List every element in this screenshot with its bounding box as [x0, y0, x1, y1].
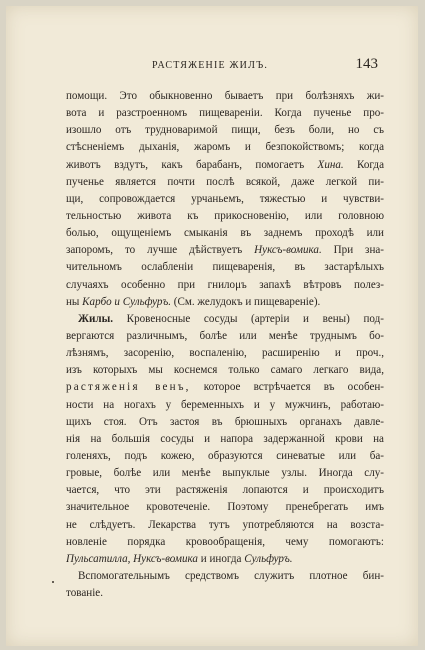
text-line — [66, 568, 384, 585]
text-line — [66, 157, 384, 174]
text-line — [66, 294, 384, 311]
text-line — [66, 191, 384, 208]
text-run: растяженія венъ, — [66, 381, 191, 394]
text-line — [66, 499, 384, 516]
text-run: помощи. Это обыкновенно бываетъ при болѣзняхъ жи- — [66, 90, 384, 102]
text-line — [66, 225, 384, 242]
remedy-name: Нуксъ-вомика. — [254, 244, 322, 257]
text-run: не слѣдуетъ. Лекарства тутъ употребляются на возста- — [66, 518, 384, 531]
text-run: стѣсненіемъ дыханія, жаромъ и безпокойствомъ; когда — [66, 141, 384, 154]
text-line — [66, 465, 384, 482]
text-run: гровые, болѣе или менѣе выпуклые узлы. Иногда слу- — [66, 467, 384, 480]
text-line — [66, 534, 384, 551]
section-headword: Жилы. — [78, 312, 114, 325]
text-line — [66, 379, 384, 396]
text-line — [66, 414, 384, 431]
text-run: новленіе порядка кровообращенія, чему помогаютъ: — [66, 535, 384, 548]
text-line — [66, 208, 384, 225]
text-line — [66, 482, 384, 499]
text-run: животъ вздутъ, какъ барабанъ, помогаетъ — [66, 158, 318, 171]
text-line — [66, 397, 384, 414]
text-run: тельностью живота къ прикосновенію, или головною — [66, 209, 384, 222]
text-line — [66, 122, 384, 139]
text-run: значительное кровотеченіе. Поэтому пренебрегать имъ — [66, 501, 384, 514]
text-run: запоромъ, то лучше дѣйствуетъ — [66, 244, 255, 257]
remedy-name: Пульсатилла, Нуксъ-вомика — [66, 552, 198, 565]
text-run: лѣзнямъ, засоренію, воспаленію, расширенію и проч., — [66, 347, 384, 360]
text-run: вергаются различнымъ, болѣе или менѣе труднымъ бо- — [66, 329, 384, 342]
text-run: вота и разстроенномъ пищевареніи. Когда пученье про- — [66, 107, 384, 120]
text-line — [66, 311, 384, 328]
text-line — [66, 585, 384, 602]
text-line — [66, 277, 384, 294]
body-text — [66, 88, 384, 602]
remedy-name: Хина. — [317, 158, 344, 171]
ink-speck — [52, 581, 54, 583]
remedy-name: Сульфуръ. — [244, 552, 293, 565]
text-line — [66, 174, 384, 191]
text-run: которое встрѣчается въ особен- — [190, 381, 384, 394]
text-run: пученье является почти послѣ всякой, даже легкой пи- — [66, 175, 384, 188]
text-run: При зна- — [321, 244, 384, 257]
text-run: щихъ стоя. Отъ застоя въ брюшныхъ органахъ давле- — [66, 415, 384, 428]
text-run: изъ которыхъ мы коснемся только самаго легкаго вида, — [66, 364, 384, 377]
text-run: щи, сопровождается урчаньемъ, тяжестью и чувстви- — [66, 192, 384, 205]
text-run: Кровеносные сосуды (артеріи и вены) под- — [113, 312, 384, 325]
text-run: ности на ногахъ у беременныхъ и у мужчинъ, работаю- — [66, 398, 384, 411]
text-run: (См. желудокъ и пищевареніе). — [170, 295, 321, 308]
text-line — [66, 551, 384, 568]
page-header — [66, 56, 386, 76]
text-run: голеняхъ, подъ кожею, образуются синеватые или ба- — [66, 449, 384, 462]
text-line — [66, 105, 384, 122]
text-run: тованіе. — [66, 587, 103, 600]
text-run: случаяхъ особенно при гнилομъ запахѣ вѣтровъ полез- — [66, 278, 384, 291]
text-line — [66, 259, 384, 276]
text-run: нія на большія сосуды и напора задержанной крови на — [66, 432, 384, 445]
text-run: изошло отъ трудноваримой пищи, безъ боли, но съ — [66, 124, 384, 137]
text-line — [66, 242, 384, 259]
running-head: РАСТЯЖЕНІЕ ЖИЛЪ. — [152, 60, 269, 71]
text-line — [66, 517, 384, 534]
text-run: чительномъ ослабленіи пищеваренія, въ застарѣлыхъ — [66, 261, 384, 274]
text-line — [66, 139, 384, 156]
text-run: и иногда — [197, 552, 245, 565]
text-line — [66, 448, 384, 465]
remedy-name: Карбо и Сульфуръ. — [82, 295, 171, 308]
text-line — [66, 362, 384, 379]
text-run: Вспомогательнымъ средствомъ служитъ плотное бин- — [78, 569, 384, 582]
text-line — [66, 345, 384, 362]
text-line — [66, 88, 384, 105]
text-run: чается, что эти растяженія лопаются и происходитъ — [66, 484, 384, 497]
book-page — [6, 6, 418, 646]
text-run: болью, ощущеніемъ смыканія въ заднемъ проходѣ или — [66, 227, 384, 240]
page-number: 143 — [355, 56, 378, 72]
text-line — [66, 328, 384, 345]
text-line — [66, 431, 384, 448]
text-run: ны — [66, 295, 83, 308]
text-run: Когда — [343, 158, 384, 171]
